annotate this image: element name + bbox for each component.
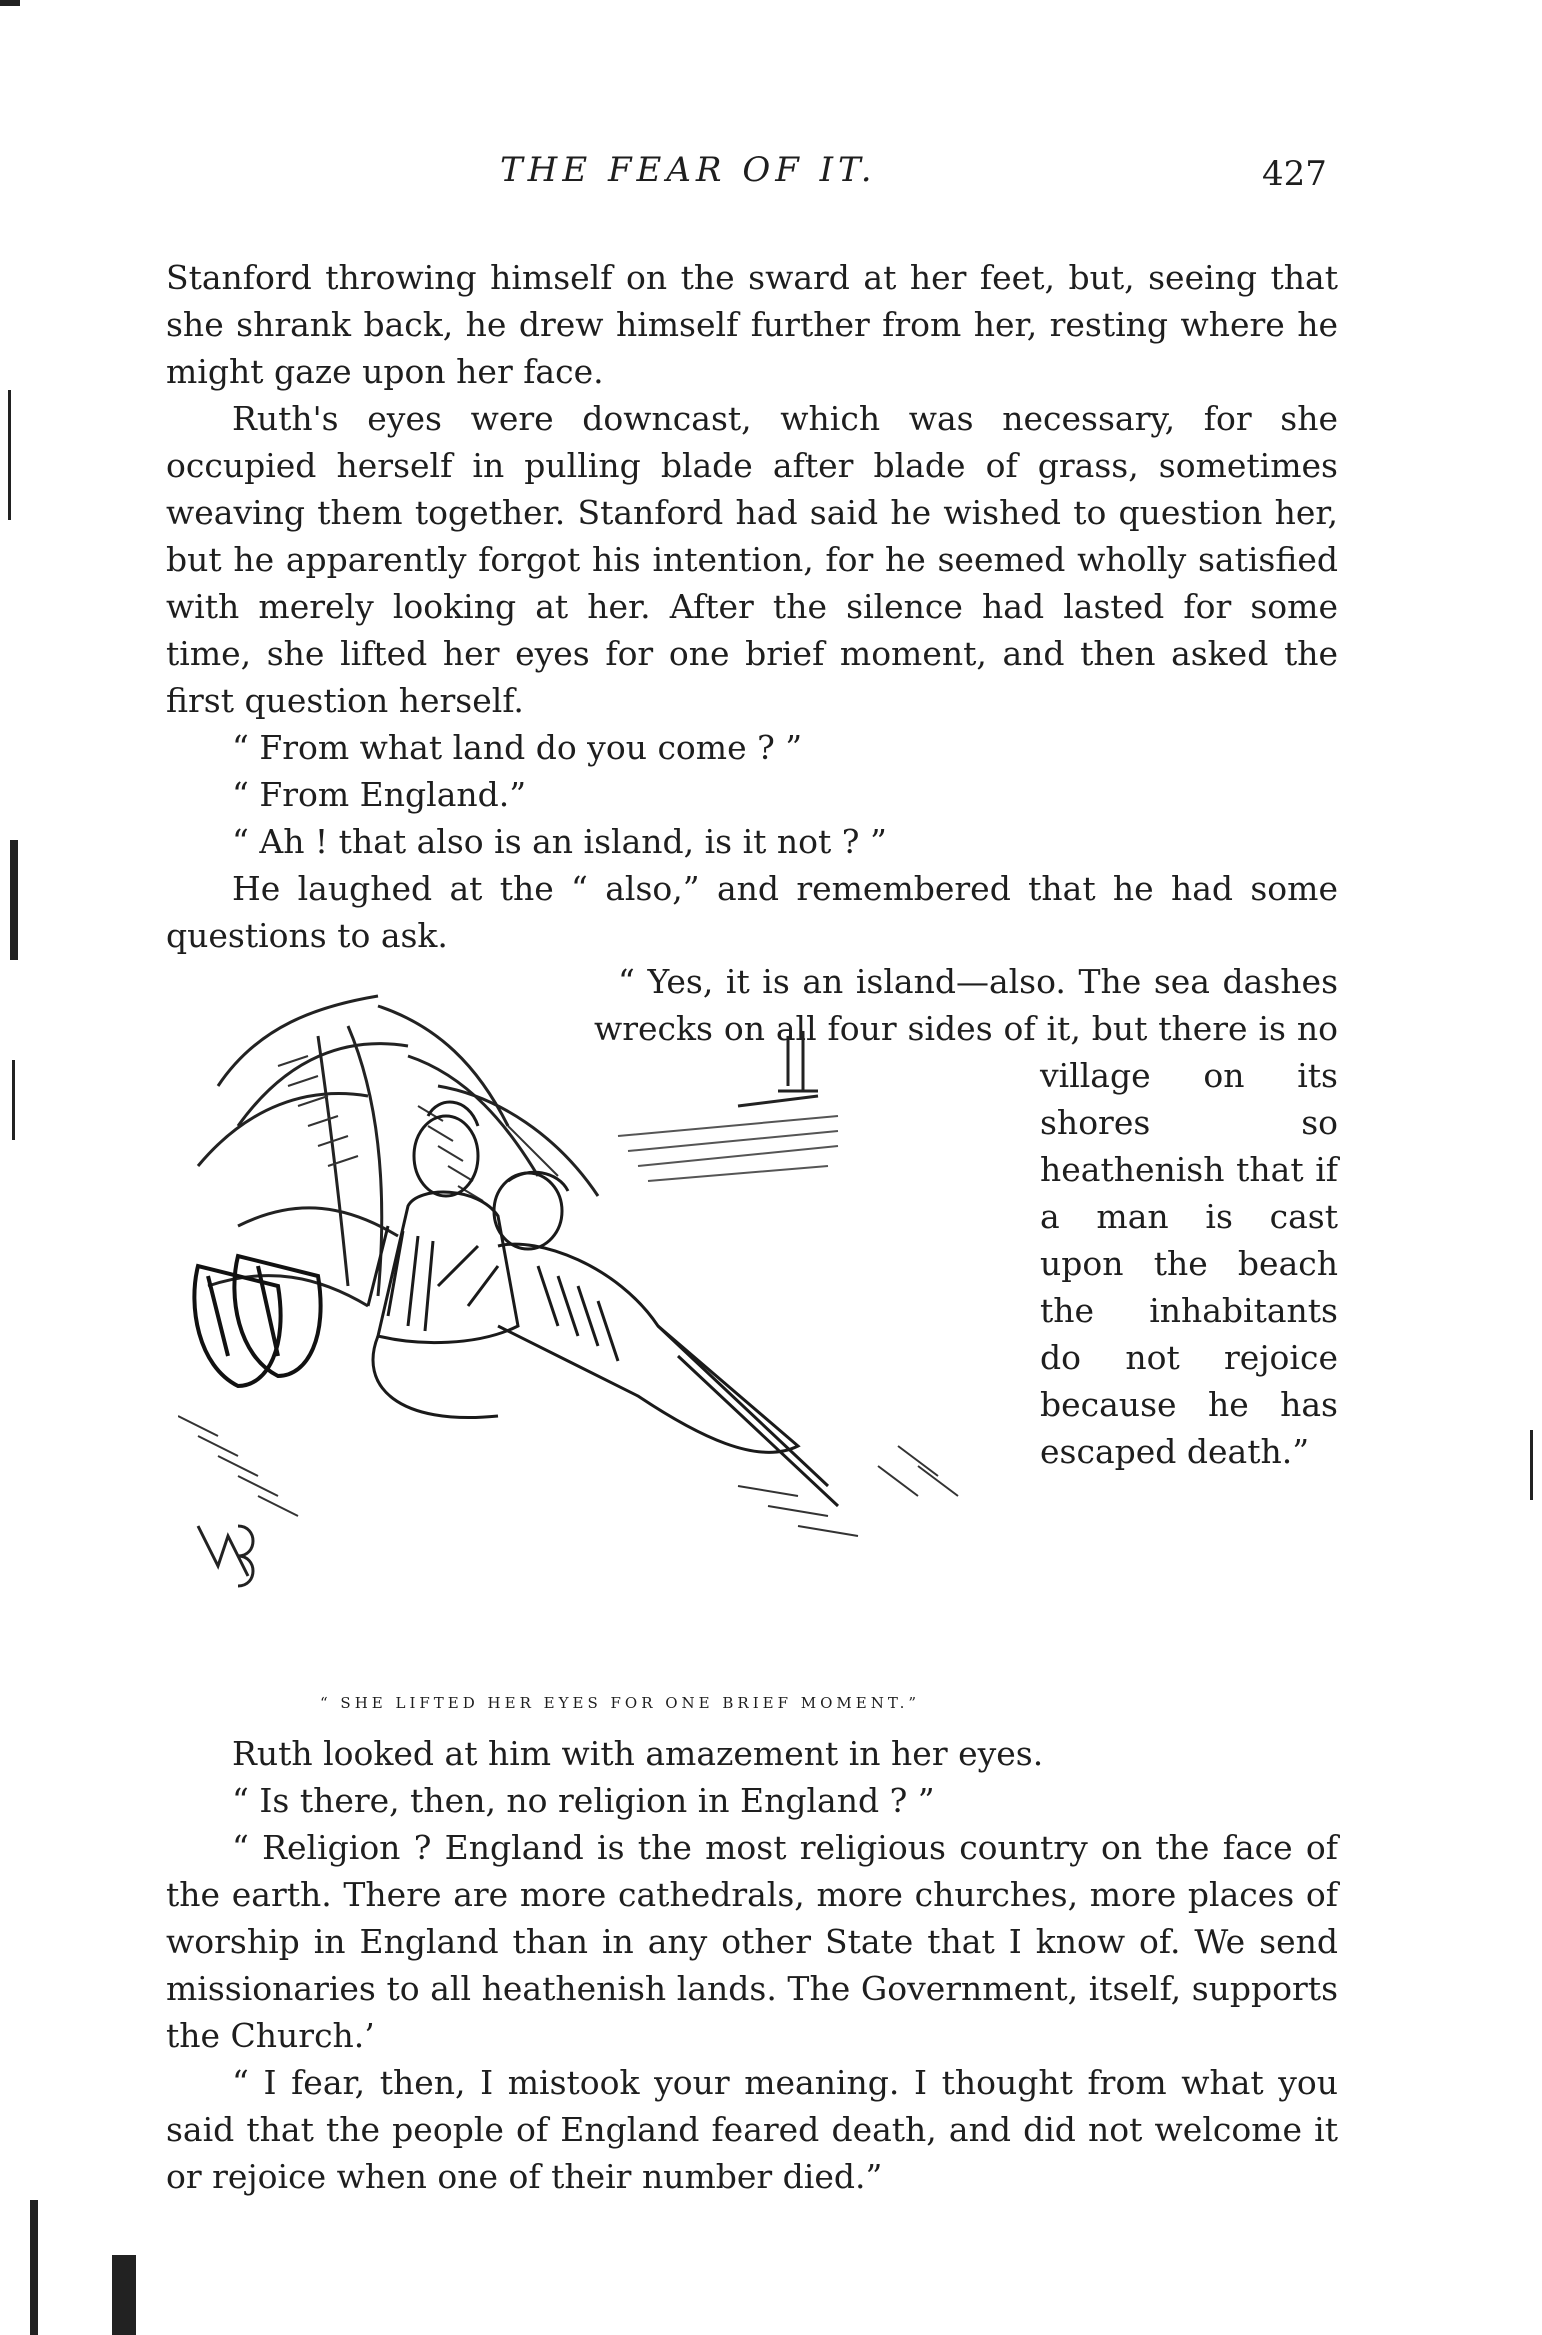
paragraph: Ruth's eyes were downcast, which was necessary, for she occupied herself in pulling blade after blade of grass, sometimes weaving them together. Stanford had said he wished to question her, but he apparently forgot his intention, for he seemed wholly satisfied with merely looking at her. After the silence had lasted for some time, she lifted her eyes for one brief moment, and then asked the first question herself. [166, 399, 1338, 720]
page-header [0, 150, 1542, 210]
running-title: THE FEAR OF IT. [500, 150, 877, 190]
paragraph: “ Ah ! that also is an island, is it not ? ” [232, 822, 887, 861]
wrapped-paragraph: “ Yes, it is an island—also. The sea dashes wrecks on all four sides of it, but there is no village on its shores so heathenish that if a man is cast upon the beach the inhabitants do not rejoice because he has escaped death.” [594, 962, 1338, 1471]
paragraph: Ruth looked at him with amazement in her eyes. [232, 1734, 1044, 1773]
scan-mark-bottom-2 [112, 2255, 136, 2335]
scan-mark-right [1530, 1430, 1533, 1500]
body-text-bottom [166, 1730, 1338, 2200]
paragraph: “ From what land do you come ? ” [232, 728, 803, 767]
paragraph: He laughed at the “ also,” and remembered that he had some questions to ask. [166, 869, 1338, 955]
body-text-top [166, 254, 1338, 959]
page-number: 427 [1262, 154, 1327, 194]
reclining-man [494, 1172, 838, 1506]
horizon-lines [618, 1116, 838, 1181]
scan-mark-bottom [30, 2200, 38, 2335]
paragraph: “ From England.” [232, 775, 527, 814]
scan-mark-left-1 [8, 390, 11, 520]
scan-mark-left-3 [12, 1060, 15, 1140]
paragraph: “ Is there, then, no religion in England ? ” [232, 1781, 935, 1820]
paragraph: “ Religion ? England is the most religious country on the face of the earth. There are more cathedrals, more churches, more places of worship in England than in any other State that I know of. We send missionaries to all heathenish lands. The Government, itself, supports the Church.’ [166, 1828, 1338, 2055]
ground-shading [178, 1416, 958, 1536]
paragraph: “ I fear, then, I mistook your meaning. I thought from what you said that the people of England feared death, and did not welcome it or rejoice when one of their number died.” [166, 2063, 1338, 2196]
scan-mark-left-2 [10, 840, 18, 960]
scan-mark-corner [0, 0, 20, 6]
artist-signature [198, 1526, 253, 1586]
distant-boat [738, 1031, 818, 1106]
paragraph: Stanford throwing himself on the sward at her feet, but, seeing that she shrank back, he drew himself further from her, resting where he might gaze upon her face. [166, 258, 1338, 391]
illustration-caption: “ SHE LIFTED HER EYES FOR ONE BRIEF MOMENT.” [320, 1694, 921, 1712]
foliage-hatching [278, 1056, 558, 1201]
engraving-illustration [178, 966, 1270, 1666]
